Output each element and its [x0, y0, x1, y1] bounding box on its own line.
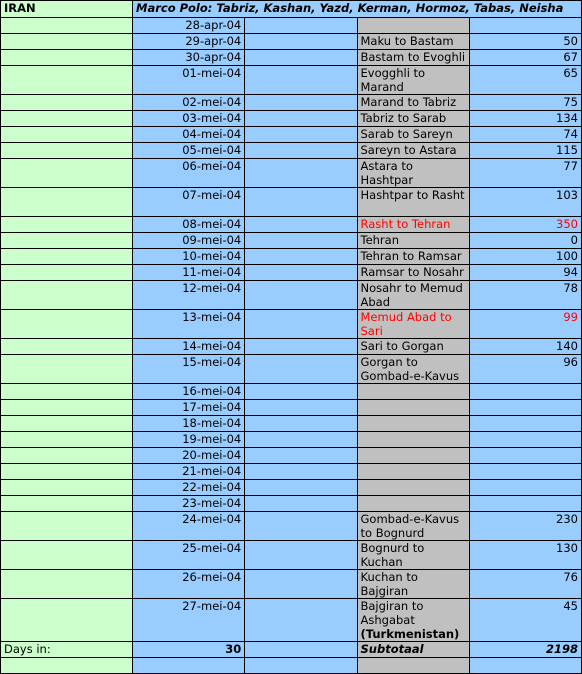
date-cell[interactable]: 06-mei-04	[133, 159, 245, 188]
label-cell[interactable]	[1, 339, 133, 355]
label-cell[interactable]	[1, 143, 133, 159]
route-text: Bognurd to Kuchan	[360, 541, 425, 569]
table-row	[1, 400, 582, 416]
date-cell[interactable]: 08-mei-04	[133, 217, 245, 233]
date-cell[interactable]: 22-mei-04	[133, 480, 245, 496]
distance-cell[interactable]: 99	[469, 310, 581, 339]
label-cell[interactable]	[1, 570, 133, 599]
table-row	[1, 18, 582, 34]
route-text: Sarab to Sareyn	[360, 127, 453, 141]
route-cell[interactable]	[357, 233, 469, 249]
route-cell[interactable]	[357, 34, 469, 50]
date-cell[interactable]: 13-mei-04	[133, 310, 245, 339]
table-row	[1, 50, 582, 66]
table-row	[1, 95, 582, 111]
empty-cell[interactable]	[245, 249, 357, 265]
empty-cell[interactable]	[245, 111, 357, 127]
table-row	[1, 432, 582, 448]
distance-cell[interactable]: 77	[469, 159, 581, 188]
table-row	[1, 249, 582, 265]
empty-cell[interactable]	[245, 480, 357, 496]
label-cell[interactable]	[1, 18, 133, 34]
header-row	[1, 1, 582, 18]
label-cell[interactable]	[1, 249, 133, 265]
route-cell[interactable]	[357, 355, 469, 384]
empty-cell[interactable]	[245, 95, 357, 111]
route-cell[interactable]	[357, 496, 469, 512]
table-row	[1, 480, 582, 496]
distance-cell[interactable]: 103	[469, 188, 581, 217]
table-row	[1, 512, 582, 541]
distance-cell[interactable]: 94	[469, 265, 581, 281]
label-cell[interactable]	[1, 599, 133, 642]
route-cell[interactable]	[357, 416, 469, 432]
date-cell[interactable]: 23-mei-04	[133, 496, 245, 512]
distance-cell[interactable]	[469, 400, 581, 416]
route-cell[interactable]	[357, 111, 469, 127]
table-row	[1, 464, 582, 480]
route-text: Tehran	[360, 233, 399, 247]
route-text: Nosahr to Memud Abad	[360, 281, 463, 309]
date-cell[interactable]: 11-mei-04	[133, 265, 245, 281]
date-cell[interactable]: 16-mei-04	[133, 384, 245, 400]
table-row	[1, 496, 582, 512]
distance-cell[interactable]: 0	[469, 233, 581, 249]
date-cell[interactable]: 30-apr-04	[133, 50, 245, 66]
route-text: Astara to Hashtpar	[360, 159, 414, 187]
label-cell[interactable]	[1, 127, 133, 143]
empty-cell[interactable]	[245, 642, 357, 658]
route-cell[interactable]	[357, 281, 469, 310]
date-cell[interactable]: 02-mei-04	[133, 95, 245, 111]
route-cell[interactable]	[357, 50, 469, 66]
table-row	[1, 599, 582, 642]
empty-cell[interactable]	[245, 34, 357, 50]
distance-cell[interactable]: 75	[469, 95, 581, 111]
empty-cell[interactable]	[245, 496, 357, 512]
distance-cell[interactable]: 230	[469, 512, 581, 541]
table-row	[1, 658, 582, 674]
label-cell[interactable]	[1, 265, 133, 281]
route-text: Marand to Tabriz	[360, 95, 457, 109]
table-row	[1, 127, 582, 143]
empty-cell[interactable]	[245, 143, 357, 159]
empty-cell[interactable]	[245, 188, 357, 217]
table-row	[1, 416, 582, 432]
distance-cell[interactable]	[469, 432, 581, 448]
distance-cell[interactable]: 78	[469, 281, 581, 310]
table-row	[1, 281, 582, 310]
route-cell[interactable]	[357, 448, 469, 464]
distance-cell[interactable]: 350	[469, 217, 581, 233]
date-cell[interactable]: 26-mei-04	[133, 570, 245, 599]
distance-cell[interactable]: 140	[469, 339, 581, 355]
distance-cell[interactable]: 134	[469, 111, 581, 127]
date-cell[interactable]: 20-mei-04	[133, 448, 245, 464]
route-text: Memud Abad to Sari	[360, 310, 452, 338]
distance-cell[interactable]	[469, 18, 581, 34]
empty-cell[interactable]	[245, 265, 357, 281]
route-cell[interactable]	[357, 541, 469, 570]
table-row	[1, 66, 582, 95]
route-text: Bastam to Evoghli	[360, 50, 466, 64]
route-cell[interactable]	[357, 18, 469, 34]
label-cell[interactable]	[1, 50, 133, 66]
table-row	[1, 384, 582, 400]
distance-cell[interactable]	[469, 464, 581, 480]
date-cell[interactable]: 01-mei-04	[133, 66, 245, 95]
empty-cell[interactable]	[245, 281, 357, 310]
empty-cell[interactable]	[245, 464, 357, 480]
date-cell[interactable]: 24-mei-04	[133, 512, 245, 541]
route-cell[interactable]	[357, 599, 469, 642]
empty-cell[interactable]	[245, 570, 357, 599]
route-text: Ramsar to Nosahr	[360, 265, 464, 279]
empty-cell[interactable]	[245, 384, 357, 400]
date-cell[interactable]: 09-mei-04	[133, 233, 245, 249]
route-text: Sareyn to Astara	[360, 143, 457, 157]
route-cell[interactable]	[357, 310, 469, 339]
date-cell[interactable]: 14-mei-04	[133, 339, 245, 355]
table-row	[1, 188, 582, 217]
date-cell[interactable]: 15-mei-04	[133, 355, 245, 384]
empty-cell[interactable]	[1, 658, 133, 674]
empty-cell[interactable]	[245, 448, 357, 464]
route-text: Gorgan to Gombad-e-Kavus	[360, 355, 460, 383]
label-cell[interactable]	[1, 188, 133, 217]
empty-cell[interactable]	[245, 233, 357, 249]
route-cell[interactable]	[357, 127, 469, 143]
footer-row	[1, 642, 582, 658]
table-row	[1, 339, 582, 355]
label-cell[interactable]	[1, 512, 133, 541]
table-row	[1, 217, 582, 233]
label-cell[interactable]	[1, 355, 133, 384]
table-row	[1, 159, 582, 188]
route-text: Bajgiran to Ashgabat	[360, 599, 424, 627]
route-text: Rasht to Tehran	[360, 217, 451, 231]
label-cell[interactable]	[1, 416, 133, 432]
empty-cell[interactable]	[245, 50, 357, 66]
date-cell[interactable]: 19-mei-04	[133, 432, 245, 448]
route-cell[interactable]	[357, 143, 469, 159]
label-cell[interactable]	[1, 111, 133, 127]
table-row	[1, 265, 582, 281]
route-cell[interactable]	[357, 570, 469, 599]
date-cell[interactable]: 29-apr-04	[133, 34, 245, 50]
label-cell[interactable]	[1, 464, 133, 480]
table-row	[1, 111, 582, 127]
route-text: Hashtpar to Rasht	[360, 188, 465, 202]
date-cell[interactable]: 28-apr-04	[133, 18, 245, 34]
label-cell[interactable]	[1, 480, 133, 496]
table-row	[1, 541, 582, 570]
distance-cell[interactable]: 50	[469, 34, 581, 50]
label-cell[interactable]	[1, 159, 133, 188]
route-cell[interactable]	[357, 384, 469, 400]
label-cell[interactable]	[1, 496, 133, 512]
label-cell[interactable]	[1, 310, 133, 339]
table-row	[1, 34, 582, 50]
date-cell[interactable]: 18-mei-04	[133, 416, 245, 432]
label-cell[interactable]	[1, 541, 133, 570]
label-cell[interactable]	[1, 384, 133, 400]
empty-cell[interactable]	[245, 355, 357, 384]
label-cell[interactable]	[1, 217, 133, 233]
route-text: Tehran to Ramsar	[360, 249, 462, 263]
date-cell[interactable]: 17-mei-04	[133, 400, 245, 416]
subtotal-label-cell[interactable]: Subtotaal	[357, 642, 469, 658]
date-cell[interactable]: 04-mei-04	[133, 127, 245, 143]
table-row	[1, 448, 582, 464]
route-cell[interactable]	[357, 432, 469, 448]
route-note: (Turkmenistan)	[360, 627, 460, 641]
route-cell[interactable]	[357, 249, 469, 265]
empty-cell[interactable]	[245, 18, 357, 34]
empty-cell[interactable]	[245, 599, 357, 642]
route-cell[interactable]	[357, 95, 469, 111]
route-text: Tabriz to Sarab	[360, 111, 447, 125]
route-title-cell[interactable]: Marco Polo: Tabriz, Kashan, Yazd, Kerman, Hormoz, Tabas, Neisha	[133, 1, 582, 18]
subtotal-value-cell[interactable]: 2198	[469, 642, 581, 658]
empty-cell[interactable]	[245, 400, 357, 416]
days-label-cell[interactable]: Days in:	[1, 642, 133, 658]
table-row	[1, 143, 582, 159]
distance-cell[interactable]	[469, 480, 581, 496]
distance-cell[interactable]: 100	[469, 249, 581, 265]
label-cell[interactable]	[1, 432, 133, 448]
route-cell[interactable]	[357, 512, 469, 541]
route-cell[interactable]	[357, 400, 469, 416]
table-row	[1, 310, 582, 339]
route-cell[interactable]	[357, 480, 469, 496]
route-cell[interactable]	[357, 217, 469, 233]
empty-cell[interactable]	[469, 658, 581, 674]
table-row	[1, 233, 582, 249]
date-cell[interactable]: 03-mei-04	[133, 111, 245, 127]
distance-cell[interactable]	[469, 384, 581, 400]
distance-cell[interactable]: 115	[469, 143, 581, 159]
empty-cell[interactable]	[245, 658, 357, 674]
distance-cell[interactable]: 76	[469, 570, 581, 599]
date-cell[interactable]: 21-mei-04	[133, 464, 245, 480]
route-cell[interactable]	[357, 339, 469, 355]
route-text: Maku to Bastam	[360, 34, 454, 48]
label-cell[interactable]	[1, 66, 133, 95]
route-text: Kuchan to Bajgiran	[360, 570, 418, 598]
route-cell[interactable]	[357, 188, 469, 217]
date-cell[interactable]: 25-mei-04	[133, 541, 245, 570]
distance-cell[interactable]: 65	[469, 66, 581, 95]
label-cell[interactable]	[1, 95, 133, 111]
empty-cell[interactable]	[245, 512, 357, 541]
route-text: Evogghli to Marand	[360, 66, 426, 94]
date-cell[interactable]: 05-mei-04	[133, 143, 245, 159]
distance-cell[interactable]: 96	[469, 355, 581, 384]
label-cell[interactable]	[1, 34, 133, 50]
route-text: Sari to Gorgan	[360, 339, 444, 353]
distance-cell[interactable]	[469, 416, 581, 432]
table-row	[1, 570, 582, 599]
distance-cell[interactable]: 67	[469, 50, 581, 66]
country-cell[interactable]: IRAN	[1, 1, 133, 18]
route-cell[interactable]	[357, 464, 469, 480]
empty-cell[interactable]	[245, 217, 357, 233]
date-cell[interactable]: 27-mei-04	[133, 599, 245, 642]
empty-cell[interactable]	[245, 432, 357, 448]
days-value-cell[interactable]: 30	[133, 642, 245, 658]
empty-cell[interactable]	[357, 658, 469, 674]
empty-cell[interactable]	[245, 541, 357, 570]
empty-cell[interactable]	[245, 127, 357, 143]
date-cell[interactable]: 10-mei-04	[133, 249, 245, 265]
distance-cell[interactable]: 74	[469, 127, 581, 143]
label-cell[interactable]	[1, 400, 133, 416]
empty-cell[interactable]	[245, 416, 357, 432]
label-cell[interactable]	[1, 281, 133, 310]
route-text: Gombad-e-Kavus to Bognurd	[360, 512, 460, 540]
label-cell[interactable]	[1, 448, 133, 464]
distance-cell[interactable]: 130	[469, 541, 581, 570]
empty-cell[interactable]	[245, 310, 357, 339]
empty-cell[interactable]	[133, 658, 245, 674]
empty-cell[interactable]	[245, 159, 357, 188]
route-cell[interactable]	[357, 265, 469, 281]
distance-cell[interactable]	[469, 496, 581, 512]
distance-cell[interactable]: 45	[469, 599, 581, 642]
empty-cell[interactable]	[245, 66, 357, 95]
route-cell[interactable]	[357, 66, 469, 95]
distance-cell[interactable]	[469, 448, 581, 464]
route-cell[interactable]	[357, 159, 469, 188]
date-cell[interactable]: 07-mei-04	[133, 188, 245, 217]
label-cell[interactable]	[1, 233, 133, 249]
table-row	[1, 355, 582, 384]
empty-cell[interactable]	[245, 339, 357, 355]
date-cell[interactable]: 12-mei-04	[133, 281, 245, 310]
